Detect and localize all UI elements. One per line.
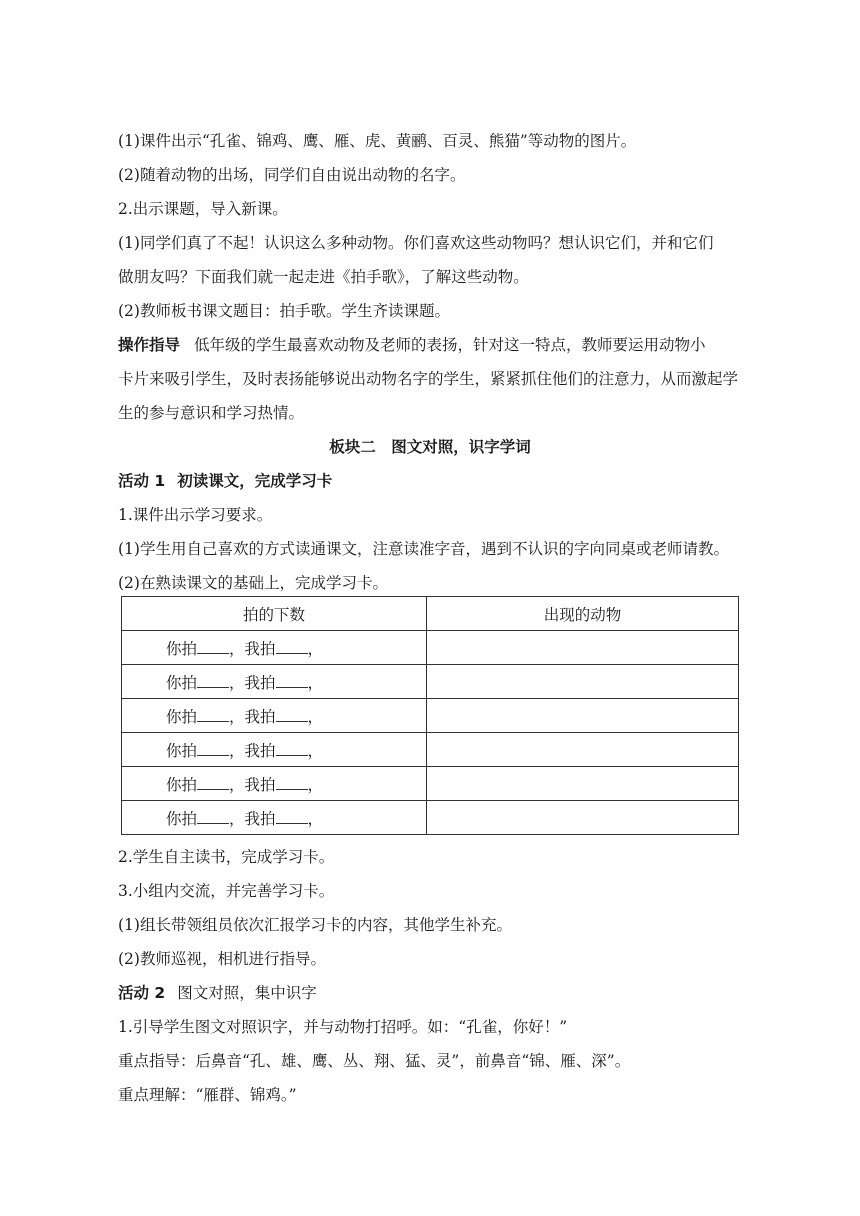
animals-cell [427,631,739,665]
beats-cell: 你拍 ，我拍 ， [122,665,427,699]
table-header-row [122,597,739,631]
guide-text-1: 低年级的学生最喜欢动物及老师的表扬，针对这一特点，教师要运用动物小 [194,336,706,354]
step-3-1: (1)组长带领组员依次汇报学习卡的内容，其他学生补充。 [118,916,512,934]
para-4a: (1)同学们真了不起！认识这么多种动物。你们喜欢这些动物吗？想认识它们，并和它们 [118,234,714,252]
step-3: 3.小组内交流，并完善学习卡。 [118,882,335,900]
animals-cell [427,699,739,733]
table-row [122,767,739,801]
animals-cell [427,733,739,767]
act2-focus-understand: 重点理解：“雁群、锦鸡。” [118,1086,297,1104]
header-beats: 拍的下数 [122,597,427,631]
activity-1-heading [118,470,742,492]
animals-cell [427,665,739,699]
table-row [122,733,739,767]
para-1: (1)课件出示“孔雀、锦鸡、鹰、雁、虎、黄鹂、百灵、熊猫”等动物的图片。 [118,132,637,150]
act2-focus-guide: 重点指导：后鼻音“孔、雄、鹰、丛、翔、猛、灵”，前鼻音“锦、雁、深”。 [118,1052,631,1070]
beats-cell: 你拍 ，我拍 ， [122,801,427,835]
header-animals: 出现的动物 [427,597,739,631]
beats-cell: 你拍 ，我拍 ， [122,699,427,733]
para-2: (2)随着动物的出场，同学们自由说出动物的名字。 [118,166,466,184]
table-row [122,699,739,733]
activity-1-label: 活动 1 [118,472,166,490]
beats-cell: 你拍 ，我拍 ， [122,767,427,801]
guide-label: 操作指导 [118,336,181,354]
para-5: (2)教师板书课文题目：拍手歌。学生齐读课题。 [118,302,450,320]
section-title: 板块二 图文对照，识字学词 [329,438,531,456]
activity-2-heading [118,982,742,1004]
beats-cell: 你拍 ，我拍 ， [122,631,427,665]
req-1: 1.课件出示学习要求。 [118,506,273,524]
para-3: 2.出示课题，导入新课。 [118,200,288,218]
req-3: (2)在熟读课文的基础上，完成学习卡。 [118,574,388,592]
beats-cell: 你拍 ，我拍 ， [122,733,427,767]
animals-cell [427,801,739,835]
para-4b: 做朋友吗？下面我们就一起走进《拍手歌》，了解这些动物。 [118,268,529,286]
table-row [122,665,739,699]
study-card-table [121,596,739,835]
activity-2-title: 图文对照，集中识字 [177,984,317,1002]
guide-line-3: 生的参与意识和学习热情。 [118,404,305,422]
step-3-2: (2)教师巡视，相机进行指导。 [118,950,326,968]
guide-line-1 [118,334,742,356]
req-2: (1)学生用自己喜欢的方式读通课文，注意读准字音，遇到不认识的字向同桌或老师请教。 [118,540,729,558]
activity-1-title: 初读课文，完成学习卡 [177,472,333,490]
step-2: 2.学生自主读书，完成学习卡。 [118,848,335,866]
act2-step-1: 1.引导学生图文对照识字，并与动物打招呼。如：“孔雀，你好！” [118,1018,568,1036]
activity-2-label: 活动 2 [118,984,166,1002]
table-row [122,631,739,665]
table-row [122,801,739,835]
animals-cell [427,767,739,801]
guide-line-2: 卡片来吸引学生，及时表扬能够说出动物名字的学生，紧紧抓住他们的注意力，从而激起学 [118,370,739,388]
